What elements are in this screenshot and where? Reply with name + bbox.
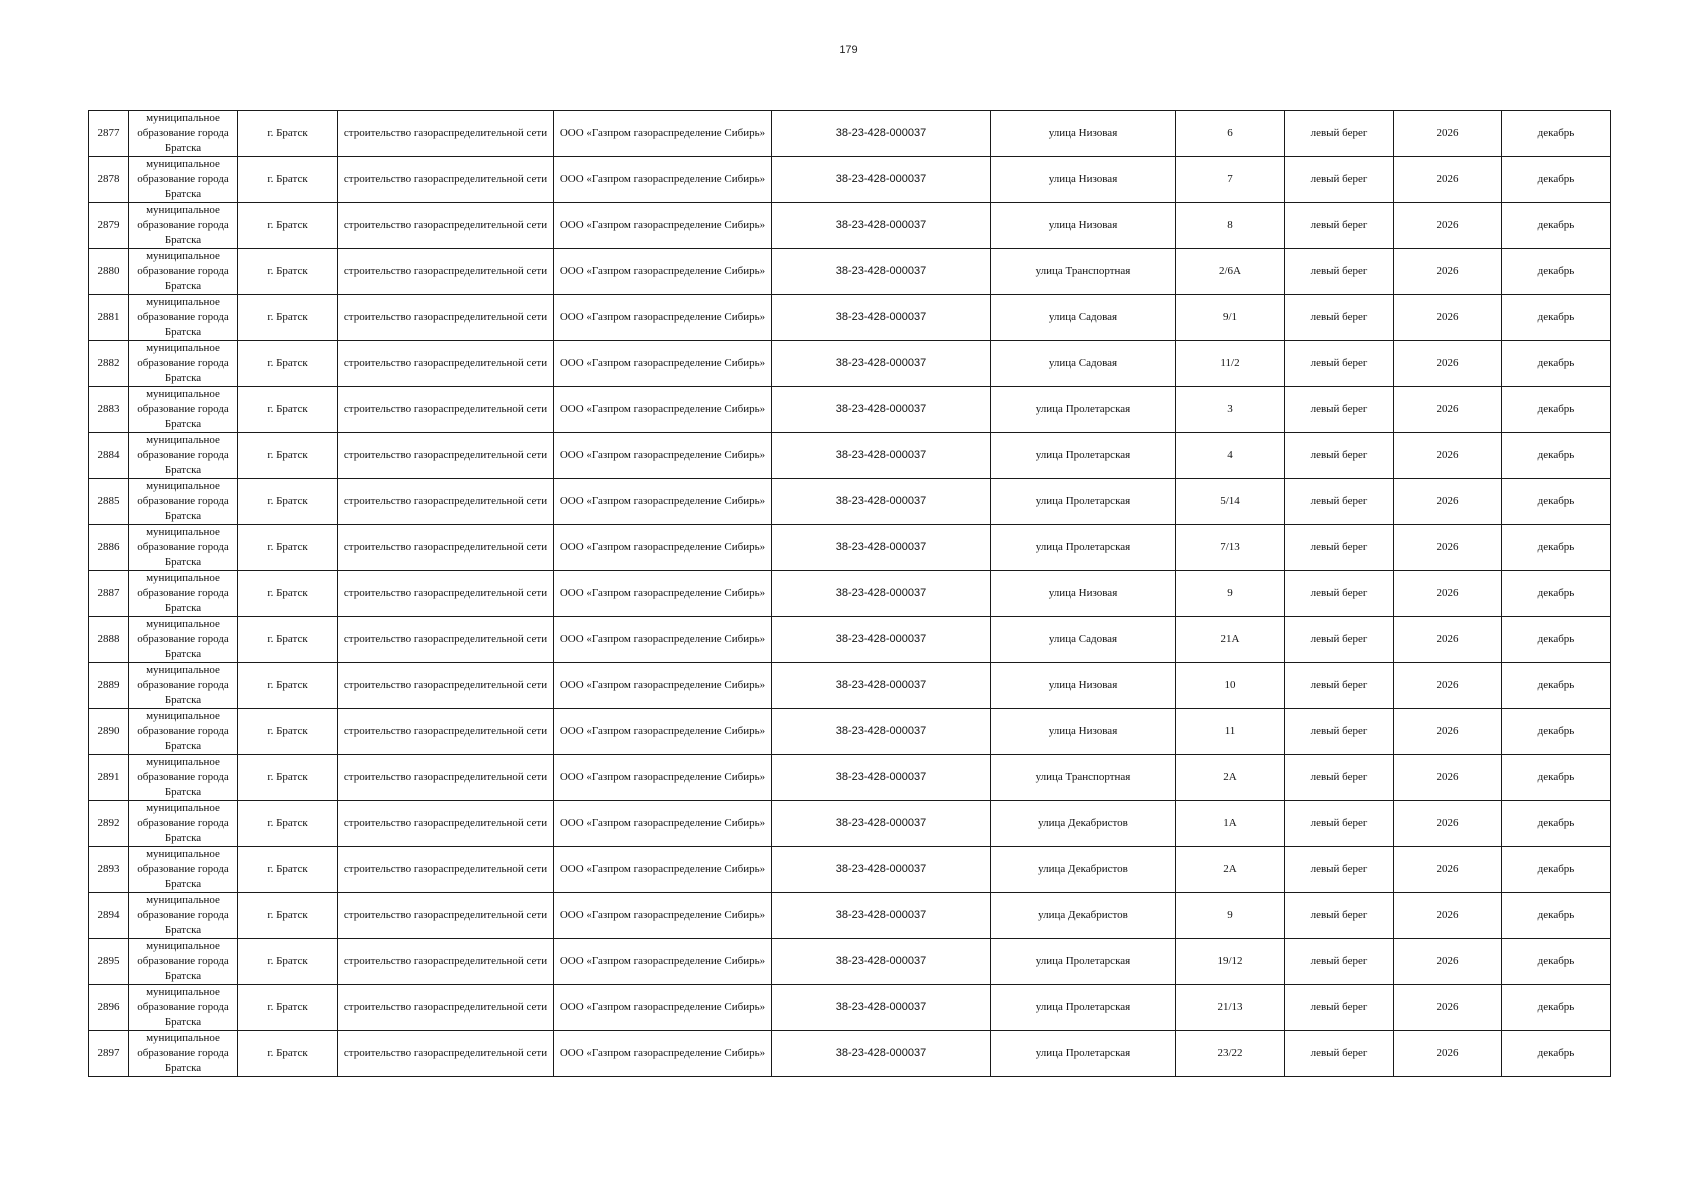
year-cell: 2026 [1394,341,1502,387]
page-number: 179 [839,44,858,56]
object-code-cell: 38-23-428-000037 [772,433,991,479]
house-number-cell: 4 [1176,433,1285,479]
month-cell: декабрь [1502,157,1611,203]
organization-cell: ООО «Газпром газораспределение Сибирь» [554,755,772,801]
organization-cell: ООО «Газпром газораспределение Сибирь» [554,801,772,847]
month-cell: декабрь [1502,341,1611,387]
street-cell: улица Садовая [991,341,1176,387]
municipality-cell: муниципальное образование города Братска [129,663,238,709]
river-bank-cell: левый берег [1285,433,1394,479]
object-code-cell: 38-23-428-000037 [772,847,991,893]
object-code-cell: 38-23-428-000037 [772,893,991,939]
table-row [89,985,1611,1031]
street-cell: улица Пролетарская [991,985,1176,1031]
month-cell: декабрь [1502,801,1611,847]
work-type-cell: строительство газораспределительной сети [338,111,554,157]
city-cell: г. Братск [238,1031,338,1077]
row-number-cell: 2896 [89,985,129,1031]
row-number-cell: 2879 [89,203,129,249]
street-cell: улица Низовая [991,709,1176,755]
street-cell: улица Низовая [991,157,1176,203]
municipality-cell: муниципальное образование города Братска [129,1031,238,1077]
city-cell: г. Братск [238,111,338,157]
river-bank-cell: левый берег [1285,1031,1394,1077]
organization-cell: ООО «Газпром газораспределение Сибирь» [554,203,772,249]
year-cell: 2026 [1394,433,1502,479]
table-row [89,525,1611,571]
work-type-cell: строительство газораспределительной сети [338,341,554,387]
work-type-cell: строительство газораспределительной сети [338,571,554,617]
city-cell: г. Братск [238,571,338,617]
table-row [89,571,1611,617]
year-cell: 2026 [1394,1031,1502,1077]
house-number-cell: 2/6А [1176,249,1285,295]
year-cell: 2026 [1394,617,1502,663]
month-cell: декабрь [1502,295,1611,341]
year-cell: 2026 [1394,801,1502,847]
row-number-cell: 2893 [89,847,129,893]
municipality-cell: муниципальное образование города Братска [129,755,238,801]
municipality-cell: муниципальное образование города Братска [129,157,238,203]
city-cell: г. Братск [238,893,338,939]
house-number-cell: 21А [1176,617,1285,663]
organization-cell: ООО «Газпром газораспределение Сибирь» [554,709,772,755]
city-cell: г. Братск [238,249,338,295]
organization-cell: ООО «Газпром газораспределение Сибирь» [554,571,772,617]
table-row [89,755,1611,801]
table-row [89,157,1611,203]
object-code-cell: 38-23-428-000037 [772,755,991,801]
row-number-cell: 2881 [89,295,129,341]
object-code-cell: 38-23-428-000037 [772,341,991,387]
municipality-cell: муниципальное образование города Братска [129,479,238,525]
house-number-cell: 6 [1176,111,1285,157]
municipality-cell: муниципальное образование города Братска [129,433,238,479]
house-number-cell: 11/2 [1176,341,1285,387]
year-cell: 2026 [1394,755,1502,801]
table-row [89,1031,1611,1077]
year-cell: 2026 [1394,249,1502,295]
city-cell: г. Братск [238,479,338,525]
street-cell: улица Садовая [991,295,1176,341]
month-cell: декабрь [1502,709,1611,755]
street-cell: улица Пролетарская [991,387,1176,433]
object-code-cell: 38-23-428-000037 [772,1031,991,1077]
river-bank-cell: левый берег [1285,847,1394,893]
year-cell: 2026 [1394,479,1502,525]
row-number-cell: 2880 [89,249,129,295]
street-cell: улица Декабристов [991,893,1176,939]
house-number-cell: 2А [1176,755,1285,801]
work-type-cell: строительство газораспределительной сети [338,525,554,571]
work-type-cell: строительство газораспределительной сети [338,985,554,1031]
row-number-cell: 2889 [89,663,129,709]
street-cell: улица Пролетарская [991,525,1176,571]
city-cell: г. Братск [238,203,338,249]
row-number-cell: 2877 [89,111,129,157]
house-number-cell: 21/13 [1176,985,1285,1031]
work-type-cell: строительство газораспределительной сети [338,755,554,801]
city-cell: г. Братск [238,295,338,341]
house-number-cell: 7 [1176,157,1285,203]
river-bank-cell: левый берег [1285,387,1394,433]
city-cell: г. Братск [238,157,338,203]
month-cell: декабрь [1502,939,1611,985]
work-type-cell: строительство газораспределительной сети [338,295,554,341]
city-cell: г. Братск [238,985,338,1031]
river-bank-cell: левый берег [1285,985,1394,1031]
table-row [89,617,1611,663]
month-cell: декабрь [1502,203,1611,249]
house-number-cell: 7/13 [1176,525,1285,571]
row-number-cell: 2886 [89,525,129,571]
city-cell: г. Братск [238,525,338,571]
house-number-cell: 10 [1176,663,1285,709]
house-number-cell: 5/14 [1176,479,1285,525]
municipality-cell: муниципальное образование города Братска [129,571,238,617]
city-cell: г. Братск [238,755,338,801]
house-number-cell: 19/12 [1176,939,1285,985]
street-cell: улица Декабристов [991,801,1176,847]
month-cell: декабрь [1502,479,1611,525]
table-row [89,203,1611,249]
year-cell: 2026 [1394,387,1502,433]
month-cell: декабрь [1502,433,1611,479]
work-type-cell: строительство газораспределительной сети [338,801,554,847]
organization-cell: ООО «Газпром газораспределение Сибирь» [554,341,772,387]
organization-cell: ООО «Газпром газораспределение Сибирь» [554,525,772,571]
gas-network-table [88,110,1611,1077]
month-cell: декабрь [1502,111,1611,157]
municipality-cell: муниципальное образование города Братска [129,617,238,663]
house-number-cell: 9/1 [1176,295,1285,341]
municipality-cell: муниципальное образование города Братска [129,801,238,847]
year-cell: 2026 [1394,847,1502,893]
city-cell: г. Братск [238,663,338,709]
organization-cell: ООО «Газпром газораспределение Сибирь» [554,157,772,203]
work-type-cell: строительство газораспределительной сети [338,939,554,985]
object-code-cell: 38-23-428-000037 [772,985,991,1031]
house-number-cell: 9 [1176,571,1285,617]
street-cell: улица Пролетарская [991,479,1176,525]
river-bank-cell: левый берег [1285,203,1394,249]
object-code-cell: 38-23-428-000037 [772,571,991,617]
month-cell: декабрь [1502,663,1611,709]
organization-cell: ООО «Газпром газораспределение Сибирь» [554,985,772,1031]
municipality-cell: муниципальное образование города Братска [129,893,238,939]
street-cell: улица Низовая [991,111,1176,157]
street-cell: улица Низовая [991,203,1176,249]
month-cell: декабрь [1502,571,1611,617]
municipality-cell: муниципальное образование города Братска [129,939,238,985]
city-cell: г. Братск [238,617,338,663]
river-bank-cell: левый берег [1285,893,1394,939]
organization-cell: ООО «Газпром газораспределение Сибирь» [554,249,772,295]
month-cell: декабрь [1502,249,1611,295]
organization-cell: ООО «Газпром газораспределение Сибирь» [554,433,772,479]
work-type-cell: строительство газораспределительной сети [338,617,554,663]
object-code-cell: 38-23-428-000037 [772,617,991,663]
organization-cell: ООО «Газпром газораспределение Сибирь» [554,939,772,985]
city-cell: г. Братск [238,847,338,893]
municipality-cell: муниципальное образование города Братска [129,847,238,893]
object-code-cell: 38-23-428-000037 [772,709,991,755]
river-bank-cell: левый берег [1285,939,1394,985]
municipality-cell: муниципальное образование города Братска [129,525,238,571]
river-bank-cell: левый берег [1285,755,1394,801]
river-bank-cell: левый берег [1285,295,1394,341]
year-cell: 2026 [1394,663,1502,709]
municipality-cell: муниципальное образование города Братска [129,111,238,157]
river-bank-cell: левый берег [1285,111,1394,157]
work-type-cell: строительство газораспределительной сети [338,157,554,203]
city-cell: г. Братск [238,709,338,755]
year-cell: 2026 [1394,157,1502,203]
month-cell: декабрь [1502,617,1611,663]
row-number-cell: 2888 [89,617,129,663]
table-row [89,893,1611,939]
municipality-cell: муниципальное образование города Братска [129,709,238,755]
house-number-cell: 9 [1176,893,1285,939]
organization-cell: ООО «Газпром газораспределение Сибирь» [554,617,772,663]
year-cell: 2026 [1394,111,1502,157]
row-number-cell: 2887 [89,571,129,617]
city-cell: г. Братск [238,387,338,433]
table-row [89,387,1611,433]
organization-cell: ООО «Газпром газораспределение Сибирь» [554,111,772,157]
year-cell: 2026 [1394,571,1502,617]
work-type-cell: строительство газораспределительной сети [338,387,554,433]
work-type-cell: строительство газораспределительной сети [338,433,554,479]
year-cell: 2026 [1394,525,1502,571]
object-code-cell: 38-23-428-000037 [772,479,991,525]
street-cell: улица Низовая [991,571,1176,617]
row-number-cell: 2885 [89,479,129,525]
table-row [89,709,1611,755]
month-cell: декабрь [1502,847,1611,893]
object-code-cell: 38-23-428-000037 [772,525,991,571]
house-number-cell: 11 [1176,709,1285,755]
row-number-cell: 2878 [89,157,129,203]
month-cell: декабрь [1502,1031,1611,1077]
row-number-cell: 2882 [89,341,129,387]
organization-cell: ООО «Газпром газораспределение Сибирь» [554,479,772,525]
house-number-cell: 23/22 [1176,1031,1285,1077]
table-row [89,249,1611,295]
year-cell: 2026 [1394,295,1502,341]
river-bank-cell: левый берег [1285,525,1394,571]
year-cell: 2026 [1394,939,1502,985]
work-type-cell: строительство газораспределительной сети [338,249,554,295]
table-row [89,479,1611,525]
city-cell: г. Братск [238,433,338,479]
object-code-cell: 38-23-428-000037 [772,157,991,203]
row-number-cell: 2884 [89,433,129,479]
river-bank-cell: левый берег [1285,663,1394,709]
organization-cell: ООО «Газпром газораспределение Сибирь» [554,893,772,939]
street-cell: улица Пролетарская [991,1031,1176,1077]
organization-cell: ООО «Газпром газораспределение Сибирь» [554,295,772,341]
month-cell: декабрь [1502,387,1611,433]
river-bank-cell: левый берег [1285,249,1394,295]
table-row [89,801,1611,847]
month-cell: декабрь [1502,985,1611,1031]
house-number-cell: 3 [1176,387,1285,433]
river-bank-cell: левый берег [1285,479,1394,525]
object-code-cell: 38-23-428-000037 [772,203,991,249]
work-type-cell: строительство газораспределительной сети [338,1031,554,1077]
municipality-cell: муниципальное образование города Братска [129,203,238,249]
month-cell: декабрь [1502,755,1611,801]
row-number-cell: 2892 [89,801,129,847]
table-row [89,663,1611,709]
object-code-cell: 38-23-428-000037 [772,249,991,295]
house-number-cell: 1А [1176,801,1285,847]
row-number-cell: 2890 [89,709,129,755]
river-bank-cell: левый берег [1285,341,1394,387]
river-bank-cell: левый берег [1285,157,1394,203]
street-cell: улица Транспортная [991,249,1176,295]
table-row [89,341,1611,387]
table-row [89,111,1611,157]
table-row [89,433,1611,479]
table-row [89,295,1611,341]
row-number-cell: 2894 [89,893,129,939]
work-type-cell: строительство газораспределительной сети [338,847,554,893]
row-number-cell: 2891 [89,755,129,801]
house-number-cell: 8 [1176,203,1285,249]
year-cell: 2026 [1394,985,1502,1031]
table-row [89,939,1611,985]
object-code-cell: 38-23-428-000037 [772,387,991,433]
month-cell: декабрь [1502,525,1611,571]
municipality-cell: муниципальное образование города Братска [129,295,238,341]
year-cell: 2026 [1394,709,1502,755]
municipality-cell: муниципальное образование города Братска [129,985,238,1031]
organization-cell: ООО «Газпром газораспределение Сибирь» [554,663,772,709]
row-number-cell: 2883 [89,387,129,433]
work-type-cell: строительство газораспределительной сети [338,663,554,709]
row-number-cell: 2895 [89,939,129,985]
year-cell: 2026 [1394,203,1502,249]
river-bank-cell: левый берег [1285,709,1394,755]
organization-cell: ООО «Газпром газораспределение Сибирь» [554,847,772,893]
municipality-cell: муниципальное образование города Братска [129,387,238,433]
year-cell: 2026 [1394,893,1502,939]
table-body [89,111,1611,1077]
work-type-cell: строительство газораспределительной сети [338,709,554,755]
table-row [89,847,1611,893]
month-cell: декабрь [1502,893,1611,939]
river-bank-cell: левый берег [1285,571,1394,617]
row-number-cell: 2897 [89,1031,129,1077]
organization-cell: ООО «Газпром газораспределение Сибирь» [554,1031,772,1077]
river-bank-cell: левый берег [1285,617,1394,663]
river-bank-cell: левый берег [1285,801,1394,847]
object-code-cell: 38-23-428-000037 [772,111,991,157]
work-type-cell: строительство газораспределительной сети [338,203,554,249]
city-cell: г. Братск [238,341,338,387]
street-cell: улица Садовая [991,617,1176,663]
municipality-cell: муниципальное образование города Братска [129,249,238,295]
object-code-cell: 38-23-428-000037 [772,663,991,709]
house-number-cell: 2А [1176,847,1285,893]
city-cell: г. Братск [238,801,338,847]
street-cell: улица Пролетарская [991,433,1176,479]
street-cell: улица Транспортная [991,755,1176,801]
municipality-cell: муниципальное образование города Братска [129,341,238,387]
street-cell: улица Декабристов [991,847,1176,893]
object-code-cell: 38-23-428-000037 [772,939,991,985]
work-type-cell: строительство газораспределительной сети [338,479,554,525]
work-type-cell: строительство газораспределительной сети [338,893,554,939]
object-code-cell: 38-23-428-000037 [772,801,991,847]
street-cell: улица Пролетарская [991,939,1176,985]
object-code-cell: 38-23-428-000037 [772,295,991,341]
city-cell: г. Братск [238,939,338,985]
organization-cell: ООО «Газпром газораспределение Сибирь» [554,387,772,433]
street-cell: улица Низовая [991,663,1176,709]
